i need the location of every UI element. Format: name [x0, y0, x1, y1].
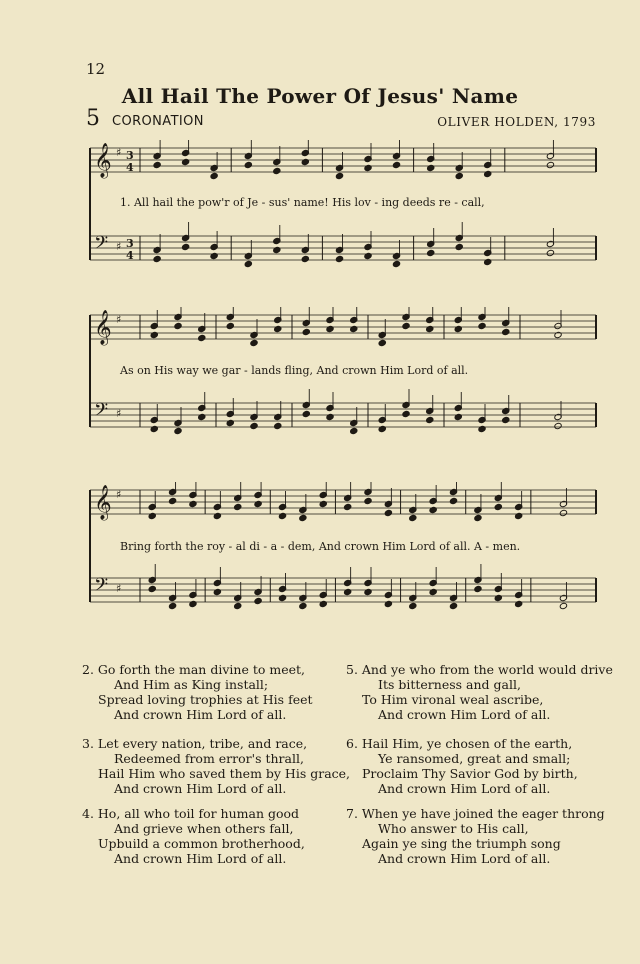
bass-clef: 𝄢 — [94, 233, 109, 258]
sharp-sign: ♯ — [116, 488, 122, 501]
note-head — [409, 514, 417, 521]
hymn-number: 5 — [86, 106, 100, 131]
note-head — [515, 600, 523, 607]
stanza-6 — [346, 736, 578, 796]
note-head — [484, 170, 492, 177]
stanza-line: 7. When ye have joined the eager throng — [346, 806, 605, 821]
note-head — [153, 255, 161, 262]
note-head — [449, 602, 457, 609]
note-head — [182, 158, 190, 165]
note-head — [426, 416, 434, 423]
stanza-4 — [82, 806, 305, 866]
note-head — [150, 425, 158, 432]
note-head — [378, 425, 386, 432]
note-head — [244, 260, 252, 267]
stanza-line: And crown Him Lord of all. — [378, 781, 551, 796]
note-head — [554, 331, 562, 338]
treble-clef: 𝄞 — [94, 143, 112, 178]
stanza-line: Spread loving trophies at His feet — [98, 692, 313, 707]
note-head — [150, 331, 158, 338]
note-head — [455, 243, 463, 250]
sharp-sign: ♯ — [116, 313, 122, 326]
sharp-sign: ♯ — [116, 240, 122, 253]
note-head — [409, 602, 417, 609]
note-head — [402, 322, 410, 329]
note-head — [455, 172, 463, 179]
treble-clef: 𝄞 — [94, 485, 112, 520]
music-system-2 — [88, 307, 600, 439]
music-system-3 — [88, 482, 600, 622]
note-head — [174, 427, 182, 434]
note-head — [402, 410, 410, 417]
note-head — [168, 602, 176, 609]
note-head — [301, 158, 309, 165]
note-head — [148, 512, 156, 519]
stanza-line: To Him vironal weal ascribe, — [362, 692, 544, 707]
note-head — [384, 509, 392, 516]
stanza-line: Redeemed from error's thrall, — [114, 751, 304, 766]
lyric-line-2: As on His way we gar - lands fling, And crown Him Lord of all. — [120, 364, 469, 377]
note-head — [454, 325, 462, 332]
note-head — [226, 322, 234, 329]
note-head — [364, 588, 372, 595]
note-head — [392, 161, 400, 168]
stanza-line: Again ye sing the triumph song — [362, 836, 561, 851]
tune-name: CORONATION — [112, 114, 204, 129]
stanza-line: And grieve when others fall, — [114, 821, 294, 836]
note-head — [148, 585, 156, 592]
stanza-line: 3. Let every nation, tribe, and race, — [82, 736, 308, 751]
stanza-5 — [346, 662, 613, 722]
note-head — [189, 500, 197, 507]
note-head — [234, 503, 242, 510]
stanza-line: And Him as King install; — [114, 677, 269, 692]
stanza-line: Ye ransomed, great and small; — [378, 751, 571, 766]
stanza-3 — [82, 736, 350, 796]
note-head — [364, 252, 372, 259]
note-head — [494, 503, 502, 510]
note-head — [554, 422, 562, 429]
note-head — [213, 588, 221, 595]
note-head — [429, 588, 437, 595]
note-head — [515, 512, 523, 519]
bass-clef: 𝄢 — [94, 575, 109, 600]
note-head — [226, 419, 234, 426]
stanza-line: And crown Him Lord of all. — [378, 851, 551, 866]
note-head — [274, 422, 282, 429]
note-head — [494, 594, 502, 601]
note-head — [429, 506, 437, 513]
note-head — [392, 260, 400, 267]
note-head — [474, 514, 482, 521]
note-head — [278, 512, 286, 519]
stanza-line: 6. Hail Him, ye chosen of the earth, — [346, 736, 573, 751]
note-head — [546, 249, 554, 256]
note-head — [384, 600, 392, 607]
lyric-line-1: 1. All hail the pow'r of Je - sus' name! His lov - ing deeds re - call, — [120, 196, 485, 209]
note-head — [234, 602, 242, 609]
stanza-line: Hail Him who saved them by His grace, — [98, 766, 351, 781]
note-head — [335, 255, 343, 262]
stanza-line: 5. And ye who from the world would drive — [346, 662, 613, 677]
music-system-1 — [88, 140, 600, 272]
note-head — [344, 588, 352, 595]
note-head — [250, 339, 258, 346]
time-signature: 4 — [126, 161, 134, 174]
sharp-sign: ♯ — [116, 407, 122, 420]
note-head — [326, 325, 334, 332]
note-head — [546, 161, 554, 168]
note-head — [559, 602, 567, 609]
note-head — [168, 497, 176, 504]
note-head — [299, 514, 307, 521]
note-head — [250, 422, 258, 429]
note-head — [210, 252, 218, 259]
note-head — [344, 503, 352, 510]
stanza-line: Proclaim Thy Savior God by birth, — [362, 766, 578, 781]
time-signature: 3 — [126, 237, 134, 250]
note-head — [302, 410, 310, 417]
note-head — [427, 249, 435, 256]
note-head — [273, 246, 281, 253]
stanza-7 — [346, 806, 605, 866]
sharp-sign: ♯ — [116, 146, 122, 159]
stanza-line: And crown Him Lord of all. — [114, 707, 287, 722]
note-head — [378, 339, 386, 346]
note-head — [502, 416, 510, 423]
stanza-line: And crown Him Lord of all. — [378, 707, 551, 722]
stanza-line: 4. Ho, all who toil for human good — [82, 806, 300, 821]
stanza-line: And crown Him Lord of all. — [114, 781, 287, 796]
stanza-line: And crown Him Lord of all. — [114, 851, 287, 866]
stanza-line: Who answer to His call, — [378, 821, 529, 836]
note-head — [198, 413, 206, 420]
page-number: 12 — [86, 60, 106, 78]
note-head — [454, 413, 462, 420]
note-head — [210, 172, 218, 179]
note-head — [350, 325, 358, 332]
note-head — [319, 500, 327, 507]
note-head — [502, 328, 510, 335]
stanza-line: Its bitterness and gall, — [378, 677, 521, 692]
note-head — [182, 243, 190, 250]
time-signature: 4 — [126, 249, 134, 262]
note-head — [449, 497, 457, 504]
note-head — [559, 509, 567, 516]
note-head — [364, 497, 372, 504]
note-head — [474, 585, 482, 592]
bass-clef: 𝄢 — [94, 400, 109, 425]
note-head — [274, 325, 282, 332]
note-head — [153, 161, 161, 168]
note-head — [299, 602, 307, 609]
note-head — [326, 413, 334, 420]
note-head — [254, 500, 262, 507]
stanza-line: Upbuild a common brotherhood, — [98, 836, 305, 851]
note-head — [244, 161, 252, 168]
note-head — [350, 427, 358, 434]
stanza-line: 2. Go forth the man divine to meet, — [82, 662, 305, 677]
note-head — [301, 255, 309, 262]
hymn-title: All Hail The Power Of Jesus' Name — [121, 84, 519, 108]
note-head — [426, 325, 434, 332]
note-head — [198, 334, 206, 341]
note-head — [478, 425, 486, 432]
note-head — [213, 512, 221, 519]
note-head — [364, 164, 372, 171]
note-head — [174, 322, 182, 329]
note-head — [335, 172, 343, 179]
time-signature: 3 — [126, 149, 134, 162]
note-head — [319, 600, 327, 607]
lyric-line-3: Bring forth the roy - al di - a - dem, And crown Him Lord of all. A - men. — [120, 540, 521, 553]
note-head — [484, 258, 492, 265]
note-head — [254, 597, 262, 604]
note-head — [273, 167, 281, 174]
note-head — [278, 594, 286, 601]
composer-credit: OLIVER HOLDEN, 1793 — [437, 115, 596, 129]
stanza-2 — [82, 662, 313, 722]
treble-clef: 𝄞 — [94, 310, 112, 345]
note-head — [478, 322, 486, 329]
sharp-sign: ♯ — [116, 582, 122, 595]
note-head — [302, 328, 310, 335]
note-head — [189, 600, 197, 607]
note-head — [427, 164, 435, 171]
